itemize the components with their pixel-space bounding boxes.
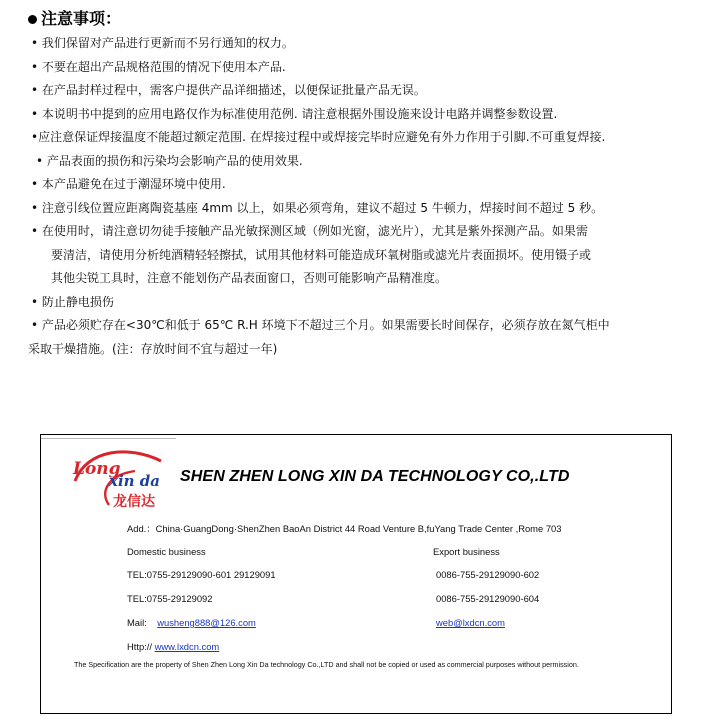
export-business-label: Export business bbox=[433, 546, 500, 557]
logo-word-xinda: xin da bbox=[109, 472, 160, 490]
company-name: SHEN ZHEN LONG XIN DA TECHNOLOGY CO,.LTD bbox=[180, 468, 570, 485]
note-item: • 不要在超出产品规格范围的情况下使用本产品. bbox=[31, 59, 286, 74]
precautions-section bbox=[28, 8, 696, 361]
note-item: • 防止静电损伤 bbox=[31, 294, 114, 309]
note-item: • 我们保留对产品进行更新而不另行通知的权力。 bbox=[31, 36, 294, 50]
precautions-title: 注意事项： bbox=[41, 9, 122, 28]
export-tel-2: 0086-755-29129090-604 bbox=[436, 593, 540, 604]
copyright-notice: The Specification are the property of Shen Zhen Long Xin Da technology Co.,LTD and shall not be copied or used as commercial purposes without permission. bbox=[74, 660, 579, 669]
company-logo-icon bbox=[69, 445, 174, 511]
mail-row bbox=[127, 617, 256, 628]
export-email-row bbox=[436, 617, 505, 628]
note-storage-line-1: • 产品必须贮存在<30℃和低于 65℃ R.H 环境下不超过三个月。如果需要长时间保存，必须存放在氮气柜中 bbox=[31, 318, 610, 332]
website-row bbox=[127, 641, 219, 652]
note-storage-line-2: 采取干燥措施。(注：存放时间不宜与超过一年) bbox=[28, 341, 278, 356]
domestic-tel-2: TEL:0755-29129092 bbox=[127, 593, 213, 604]
http-label: Http:// bbox=[127, 641, 153, 652]
logo-word-long: Long bbox=[73, 459, 121, 479]
note-item: • 产品表面的损伤和污染均会影响产品的使用效果. bbox=[36, 153, 303, 168]
precautions-heading bbox=[28, 8, 696, 30]
bullet-icon bbox=[28, 15, 37, 24]
card-divider bbox=[41, 438, 176, 439]
note-item: • 本说明书中提到的应用电路仅作为标准使用范例. 请注意根据外围设施来设计电路并调整参数设置. bbox=[31, 106, 558, 121]
note-usage-line-2: 要清洁，请使用分析纯酒精轻轻擦拭，试用其他材料可能造成环氧树脂或滤光片表面损坏。使用镊子或 bbox=[51, 247, 592, 262]
note-item: •应注意保证焊接温度不能超过额定范围. 在焊接过程中或焊接完毕时应避免有外力作用于引脚.不可重复焊接. bbox=[31, 130, 606, 144]
export-email-link[interactable]: web@lxdcn.com bbox=[436, 617, 505, 628]
note-usage-line-3: 其他尖锐工具时，注意不能划伤产品表面窗口，否则可能影响产品精准度。 bbox=[51, 271, 448, 285]
company-info-card bbox=[40, 434, 672, 714]
domestic-email-link[interactable]: wusheng888@126.com bbox=[157, 617, 256, 628]
website-link[interactable]: www.lxdcn.com bbox=[154, 641, 220, 652]
note-item-usage bbox=[28, 220, 696, 291]
domestic-tel-1: TEL:0755-29129090-601 29129091 bbox=[127, 569, 276, 580]
logo-chinese: 龙信达 bbox=[113, 494, 155, 510]
note-usage-line-1: • 在使用时，请注意切勿徒手接触产品光敏探测区域（例如光窗，滤光片），尤其是紫外探测产品。如果需 bbox=[31, 224, 588, 238]
mail-label: Mail: bbox=[127, 617, 147, 628]
domestic-business-label: Domestic business bbox=[127, 546, 206, 557]
note-item: • 本产品避免在过于潮湿环境中使用. bbox=[31, 177, 226, 191]
company-address: Add.：China·GuangDong·ShenZhen BaoAn District 44 Road Venture B,fuYang Trade Center ,Rome 703 bbox=[127, 523, 562, 534]
note-item: • 在产品封样过程中，需客户提供产品详细描述，以便保证批量产品无误。 bbox=[31, 83, 426, 97]
export-tel-1: 0086-755-29129090-602 bbox=[436, 569, 540, 580]
note-item-storage bbox=[28, 314, 696, 361]
note-item: • 注意引线位置应距离陶瓷基座 4mm 以上，如果必须弯角，建议不超过 5 牛顿力，焊接时间不超过 5 秒。 bbox=[31, 200, 604, 215]
